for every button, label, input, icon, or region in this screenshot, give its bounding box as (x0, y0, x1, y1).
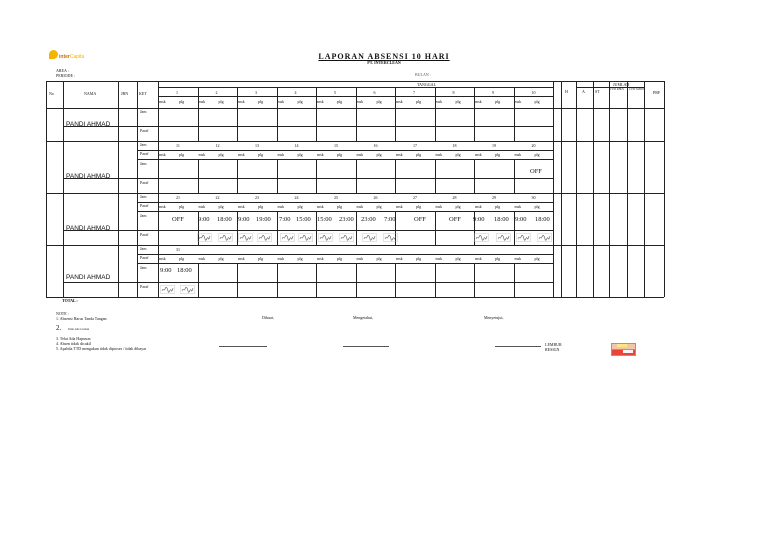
shift-time-cell: 9:00 (473, 216, 485, 223)
signature-dibuat-label: Dibuat, (262, 315, 274, 320)
legend-lembur-swatch-inner (617, 344, 627, 347)
msk-header: msk (238, 256, 245, 261)
shift-time-cell: 7:00 (384, 216, 396, 223)
jumlah-cuti-khusus-header: CUTI KHUS (610, 88, 624, 91)
day-column-divider (474, 264, 475, 297)
signature-scribble-icon (298, 233, 313, 242)
jam-row-divider (137, 126, 553, 127)
signature-line (495, 346, 541, 347)
note-item: 2. (56, 324, 62, 332)
day-number-header: 6 (373, 90, 376, 95)
area-label: AREA : (56, 68, 69, 73)
signature-scribble-icon (383, 233, 398, 242)
shift-time-cell: 7:00 (279, 216, 291, 223)
day-column-divider (514, 87, 515, 108)
day-number-header: 11 (176, 143, 180, 148)
signature-scribble-icon (362, 233, 377, 242)
block-bottom-line (46, 297, 664, 298)
day-column-divider (316, 264, 317, 297)
jumlah-prf-header: PRF (653, 90, 661, 95)
signature-line (219, 346, 267, 347)
ket-jam-label: Jam (140, 161, 147, 166)
signature-scribble-icon (218, 233, 233, 242)
plg-header: plg (258, 152, 264, 157)
msk-header: msk (514, 99, 522, 104)
shift-time-cell: 9:00 (238, 216, 250, 223)
plg-header: plg (455, 204, 461, 209)
day-number-header: 21 (176, 195, 180, 200)
day-number-header: 30 (531, 195, 536, 200)
day-column-divider (514, 160, 515, 193)
column-divider (158, 81, 159, 297)
msk-header: msk (238, 204, 245, 209)
msk-header: msk (198, 152, 206, 157)
logo-text: interCapita (59, 54, 85, 60)
day-number-header: 8 (452, 90, 455, 95)
signature-scribble-icon (197, 233, 212, 242)
msk-header: msk (435, 204, 443, 209)
table-border-top (46, 81, 664, 82)
signature-scribble-icon (339, 233, 354, 242)
report-title: LAPORAN ABSENSI 10 HARI (318, 52, 450, 61)
shift-time-cell: 18:00 (535, 216, 550, 223)
ket-jam-label: Jam (140, 246, 147, 251)
plg-header: plg (179, 256, 185, 261)
note-item: 1. Absensi Harus Tanda Tangan (56, 316, 107, 321)
shift-off-text: OFF (530, 168, 542, 175)
ket-jam-label: Jam (140, 213, 147, 218)
msk-header: msk (514, 152, 522, 157)
signature-scribble-icon (280, 233, 295, 242)
day-number-header: 7 (413, 90, 415, 95)
day-column-divider (474, 87, 475, 108)
day-column-divider (474, 108, 475, 141)
signature-scribble-icon (238, 233, 253, 242)
shift-time-cell: 9:00 (198, 216, 210, 223)
column-divider (644, 81, 645, 297)
ket-jam-label: Jam (140, 142, 147, 147)
day-number-header: 16 (373, 143, 378, 148)
shift-time-cell: OFF (172, 216, 184, 223)
jam-row-divider (137, 230, 553, 231)
day-column-divider (356, 264, 357, 297)
day-number-header: 29 (492, 195, 496, 200)
block-bottom-line (46, 141, 664, 142)
signature-menyetujui-label: Menyetujui, (484, 315, 504, 320)
msk-header: msk (277, 256, 285, 261)
signature-scribble-icon (180, 285, 195, 294)
legend-resign-label: RESIGN (545, 347, 560, 352)
day-number-header: 1 (176, 90, 178, 95)
plg-header: plg (376, 256, 382, 261)
ket-jam-label: Jam (140, 194, 147, 199)
msk-header: msk (475, 204, 482, 209)
msk-header: msk (238, 152, 245, 157)
jam-row-divider (137, 178, 553, 179)
day-column-divider (395, 264, 396, 297)
column-divider (561, 81, 562, 297)
plg-header: plg (218, 256, 224, 261)
jumlah-h-header: H (565, 89, 568, 94)
plg-header: plg (534, 152, 540, 157)
plg-header: plg (455, 99, 461, 104)
msk-header: msk (317, 99, 324, 104)
msk-header: msk (396, 204, 403, 209)
msk-header: msk (475, 256, 482, 261)
day-number-header: 25 (334, 195, 338, 200)
day-column-divider (435, 87, 436, 108)
plg-header: plg (416, 152, 422, 157)
shift-time-cell: 23:00 (361, 216, 376, 223)
plg-header: plg (455, 256, 461, 261)
jumlah-a-header: A (582, 89, 585, 94)
day-column-divider (198, 108, 199, 141)
shift-time-cell: 18:00 (217, 216, 232, 223)
column-divider (137, 81, 138, 297)
column-divider (627, 81, 628, 297)
strip-mid-line (137, 254, 553, 255)
msk-header: msk (356, 152, 364, 157)
day-number-header: 23 (255, 195, 259, 200)
plg-header: plg (455, 152, 461, 157)
day-column-divider (395, 160, 396, 193)
msk-header: msk (435, 256, 443, 261)
jumlah-cuti-tahunan-header: CUTI TAHUN (629, 88, 645, 91)
day-column-divider (356, 108, 357, 141)
msk-header: msk (514, 204, 522, 209)
column-header-no: No (49, 91, 54, 96)
total-label: TOTAL : (62, 298, 78, 303)
msk-header: msk (277, 204, 285, 209)
plg-header: plg (297, 204, 303, 209)
signature-scribble-icon (318, 233, 333, 242)
msk-header: msk (317, 204, 324, 209)
day-number-header: 19 (492, 143, 496, 148)
plg-header: plg (376, 99, 382, 104)
plg-header: plg (297, 99, 303, 104)
ket-jam-label: Jam (140, 109, 147, 114)
strip-mid-line (137, 150, 553, 151)
day-number-header: 20 (531, 143, 536, 148)
msk-header: msk (159, 99, 166, 104)
msk-header: msk (198, 256, 206, 261)
shift-time-cell: 15:00 (296, 216, 311, 223)
msk-header: msk (514, 256, 522, 261)
legend-lembur-label: LEMBUR (545, 342, 562, 347)
plg-header: plg (416, 204, 422, 209)
block-bottom-line (46, 245, 664, 246)
column-divider (553, 81, 554, 297)
column-header-nama: NAMA (84, 91, 97, 96)
plg-header: plg (337, 256, 343, 261)
day-number-header: 4 (294, 90, 297, 95)
day-column-divider (356, 87, 357, 108)
plg-header: plg (495, 256, 501, 261)
day-column-divider (316, 160, 317, 193)
tanggal-header: TANGGAL (417, 82, 437, 87)
jumlah-header: JUMLAH (613, 82, 630, 87)
plg-header: plg (495, 204, 501, 209)
strip-bottom-line (137, 263, 553, 264)
column-header-jbn: JBN (121, 91, 129, 96)
day-number-header: 22 (215, 195, 220, 200)
day-column-divider (356, 160, 357, 193)
notes-title: NOTE : (56, 311, 69, 316)
plg-header: plg (534, 256, 540, 261)
plg-header: plg (495, 152, 501, 157)
bulan-label: BULAN : (415, 72, 431, 77)
legend-resign-swatch-inner (623, 350, 633, 353)
msk-header: msk (356, 204, 364, 209)
shift-time-cell: 9:00 (160, 267, 172, 274)
ket-paraf-label: Paraf (140, 128, 149, 133)
employee-name: PANDI AHMAD (66, 173, 111, 180)
plg-header: plg (534, 204, 540, 209)
msk-header: msk (356, 256, 364, 261)
ket-paraf-label: Paraf (140, 151, 149, 156)
day-column-divider (395, 108, 396, 141)
plg-header: plg (218, 99, 224, 104)
msk-header: msk (475, 99, 482, 104)
day-column-divider (514, 264, 515, 297)
shift-time-cell: 18:00 (494, 216, 509, 223)
day-number-header: 12 (215, 143, 220, 148)
ket-paraf-label: Paraf (140, 232, 149, 237)
jumlah-st-header: ST (595, 89, 600, 94)
shift-time-cell: 18:00 (177, 267, 192, 274)
shift-time-cell: OFF (414, 216, 426, 223)
day-number-header: 17 (413, 143, 417, 148)
day-column-divider (316, 87, 317, 108)
day-number-header: 31 (176, 247, 180, 252)
column-divider (593, 81, 594, 297)
jam-row-divider (137, 282, 553, 283)
day-number-header: 24 (294, 195, 299, 200)
signature-line (343, 346, 389, 347)
ket-paraf-label: Paraf (140, 284, 149, 289)
day-column-divider (435, 264, 436, 297)
day-number-header: 28 (452, 195, 457, 200)
plg-header: plg (534, 99, 540, 104)
plg-header: plg (337, 99, 343, 104)
day-column-divider (435, 108, 436, 141)
signature-scribble-icon (257, 233, 272, 242)
plg-header: plg (297, 152, 303, 157)
shift-time-cell: 19:00 (256, 216, 271, 223)
day-number-header: 13 (255, 143, 259, 148)
employee-name: PANDI AHMAD (66, 121, 111, 128)
msk-header: msk (159, 152, 166, 157)
day-column-divider (277, 212, 278, 245)
plg-header: plg (416, 99, 422, 104)
msk-header: msk (435, 152, 443, 157)
strip-bottom-line (137, 159, 553, 160)
column-divider (63, 81, 64, 297)
ket-paraf-label: Paraf (140, 180, 149, 185)
day-column-divider (356, 212, 357, 245)
strip-mid-line (137, 202, 553, 203)
note-item-text: Telat ada Coretan (68, 327, 90, 331)
plg-header: plg (218, 204, 224, 209)
signature-scribble-icon (537, 233, 552, 242)
day-column-divider (395, 87, 396, 108)
day-number-header: 2 (215, 90, 218, 95)
day-column-divider (198, 264, 199, 297)
day-number-header: 3 (255, 90, 257, 95)
msk-header: msk (198, 204, 206, 209)
msk-header: msk (475, 152, 482, 157)
shift-time-cell: 15:00 (317, 216, 332, 223)
ket-paraf-label: Paraf (140, 255, 149, 260)
note-item: 5. Apabila TTD mengakun tidak diproses / tidak dibayar (56, 346, 147, 351)
plg-header: plg (416, 256, 422, 261)
plg-header: plg (179, 152, 185, 157)
strip-bottom-line (137, 211, 553, 212)
msk-header: msk (396, 152, 403, 157)
day-column-divider (237, 108, 238, 141)
plg-header: plg (337, 152, 343, 157)
plg-header: plg (258, 204, 264, 209)
day-column-divider (237, 87, 238, 108)
day-column-divider (198, 160, 199, 193)
plg-header: plg (258, 99, 264, 104)
day-column-divider (435, 212, 436, 245)
shift-time-cell: OFF (449, 216, 461, 223)
msk-header: msk (435, 99, 443, 104)
msk-header: msk (159, 204, 166, 209)
plg-header: plg (495, 99, 501, 104)
day-column-divider (198, 87, 199, 108)
note-item: 4. Absen tidak dicakil (56, 341, 91, 346)
shift-time-cell: 9:00 (515, 216, 527, 223)
day-column-divider (277, 108, 278, 141)
plg-header: plg (179, 204, 185, 209)
plg-header: plg (218, 152, 224, 157)
plg-header: plg (376, 204, 382, 209)
plg-header: plg (179, 99, 185, 104)
msk-header: msk (356, 99, 364, 104)
signature-scribble-icon (160, 285, 175, 294)
column-divider (576, 81, 577, 297)
day-column-divider (237, 264, 238, 297)
day-column-divider (435, 160, 436, 193)
msk-header: msk (396, 99, 403, 104)
plg-header: plg (337, 204, 343, 209)
note-item: 3. Telat Ada Hapuson (56, 336, 91, 341)
day-number-header: 18 (452, 143, 457, 148)
signature-mengetahui-label: Mengetahui, (353, 315, 374, 320)
day-number-header: 10 (531, 90, 536, 95)
day-number-header: 15 (334, 143, 338, 148)
block-bottom-line (46, 193, 664, 194)
msk-header: msk (198, 99, 206, 104)
msk-header: msk (317, 152, 324, 157)
employee-name: PANDI AHMAD (66, 225, 111, 232)
periode-label: PERIODE : (56, 73, 75, 78)
day-column-divider (316, 108, 317, 141)
plg-header: plg (297, 256, 303, 261)
day-column-divider (237, 160, 238, 193)
msk-header: msk (277, 99, 285, 104)
company-name: PT. INTERCLEAN (367, 60, 401, 65)
plg-header: plg (258, 256, 264, 261)
day-column-divider (277, 160, 278, 193)
ket-jam-label: Jam (140, 265, 147, 270)
column-divider (118, 81, 119, 297)
day-number-header: 9 (492, 90, 494, 95)
day-column-divider (514, 108, 515, 141)
msk-header: msk (317, 256, 324, 261)
shift-time-cell: 23:00 (339, 216, 354, 223)
day-number-header: 5 (334, 90, 336, 95)
day-number-header: 14 (294, 143, 299, 148)
day-column-divider (474, 160, 475, 193)
signature-scribble-icon (474, 233, 489, 242)
ket-paraf-label: Paraf (140, 203, 149, 208)
employee-name: PANDI AHMAD (66, 274, 111, 281)
day-number-header: 27 (413, 195, 417, 200)
day-column-divider (277, 87, 278, 108)
column-divider (609, 81, 610, 297)
msk-header: msk (238, 99, 245, 104)
column-header-ket: KET (139, 91, 147, 96)
msk-header: msk (159, 256, 166, 261)
msk-header: msk (277, 152, 285, 157)
day-number-header: 26 (373, 195, 378, 200)
plg-header: plg (376, 152, 382, 157)
column-divider (46, 81, 47, 297)
signature-scribble-icon (516, 233, 531, 242)
msk-header: msk (396, 256, 403, 261)
day-column-divider (277, 264, 278, 297)
signature-scribble-icon (496, 233, 511, 242)
column-divider (664, 81, 665, 297)
